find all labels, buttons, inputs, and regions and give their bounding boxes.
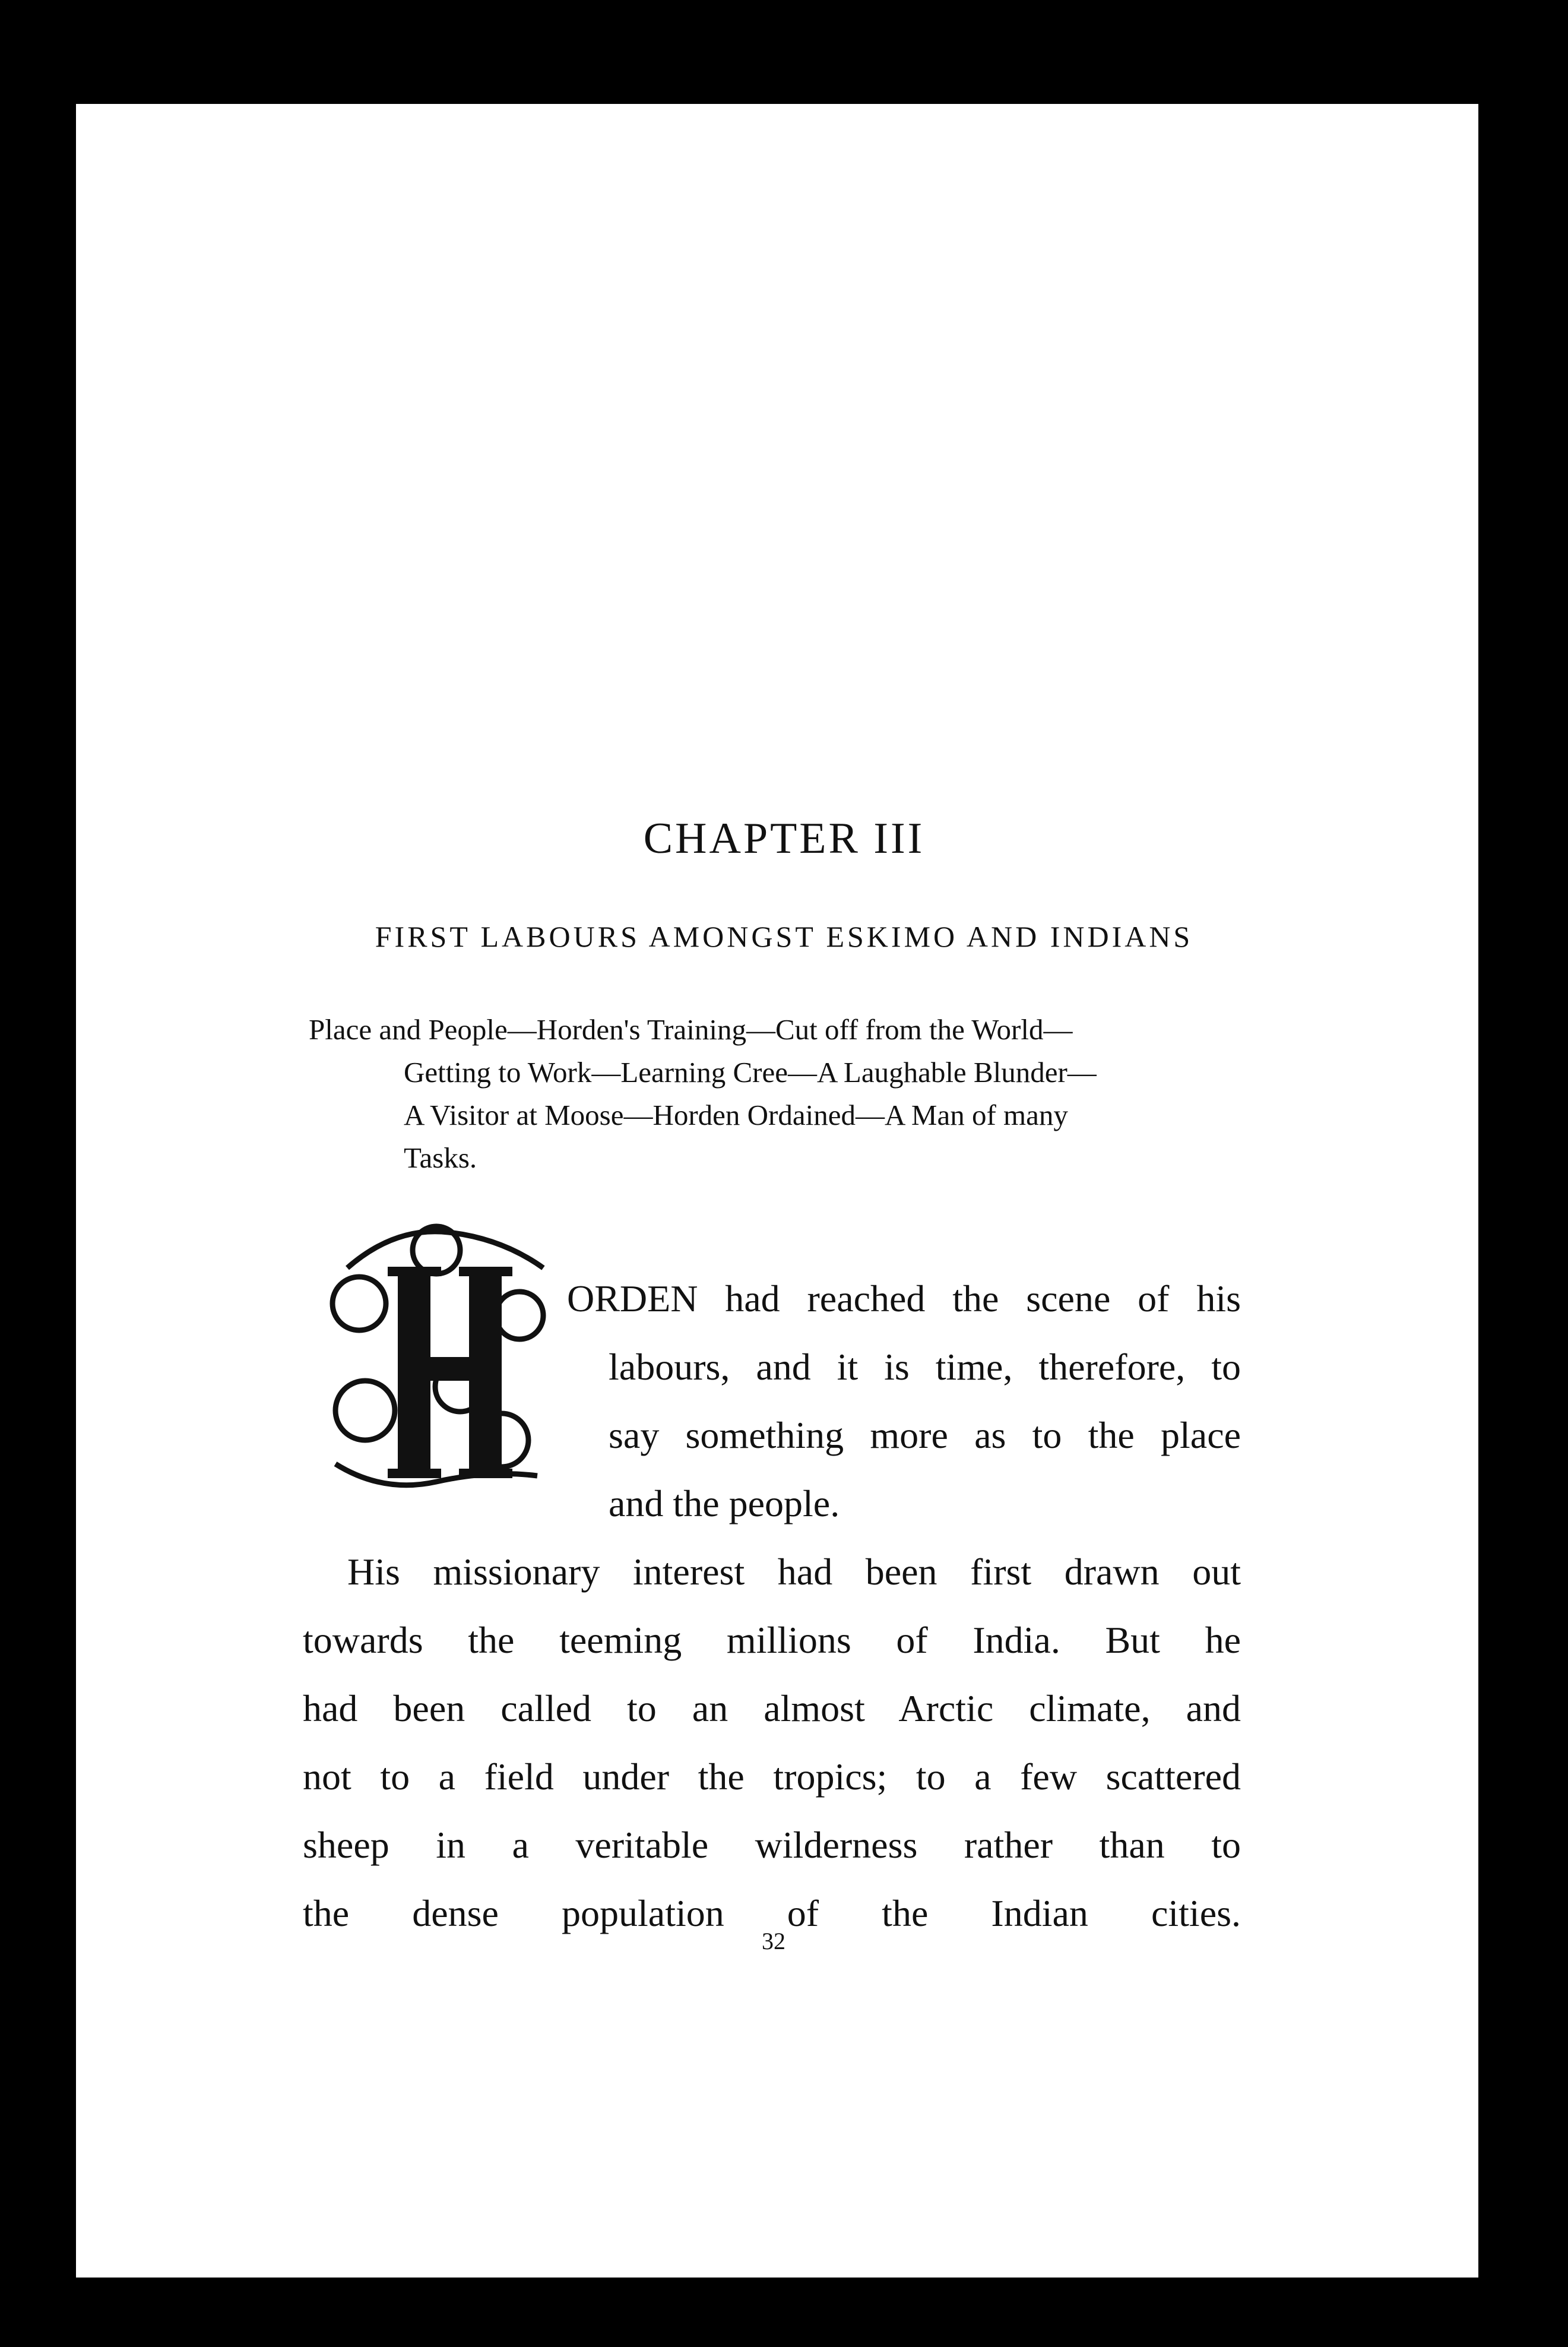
synopsis-line: Getting to Work—Learning Cree—A Laughable Blunder—	[404, 1056, 1097, 1089]
paragraph2-line: the dense population of the Indian cities.	[303, 1892, 1241, 1934]
paragraph2-line: His missionary interest had been first drawn out	[347, 1551, 1241, 1593]
decorative-dropcap	[312, 1214, 567, 1500]
paragraph2-line: towards the teeming millions of India. But he	[303, 1619, 1241, 1661]
paragraph2-line: had been called to an almost Arctic climate, and	[303, 1687, 1241, 1729]
paragraph2-line: sheep in a veritable wilderness rather than to	[303, 1824, 1241, 1866]
paragraph1-line: labours, and it is time, therefore, to	[609, 1346, 1241, 1388]
paragraph1-line: and the people.	[609, 1482, 840, 1524]
synopsis-line: Place and People—Horden's Training—Cut off from the World—	[309, 1013, 1073, 1046]
paragraph1-line: ORDEN had reached the scene of his	[567, 1277, 1241, 1320]
scan-edge-left	[0, 95, 76, 2292]
paragraph2-line: not to a field under the tropics; to a few scattered	[303, 1755, 1241, 1798]
page-number: 32	[762, 1928, 785, 1954]
scan-edge-right	[1478, 95, 1568, 2292]
synopsis-line: A Visitor at Moose—Horden Ordained—A Man of many	[404, 1099, 1068, 1131]
synopsis-line: Tasks.	[404, 1141, 477, 1174]
floral-ornament-icon	[312, 1214, 567, 1500]
chapter-subtitle: FIRST LABOURS AMONGST ESKIMO AND INDIANS	[375, 920, 1193, 953]
paragraph1-line: say something more as to the place	[609, 1414, 1241, 1456]
chapter-title: CHAPTER III	[643, 814, 925, 863]
